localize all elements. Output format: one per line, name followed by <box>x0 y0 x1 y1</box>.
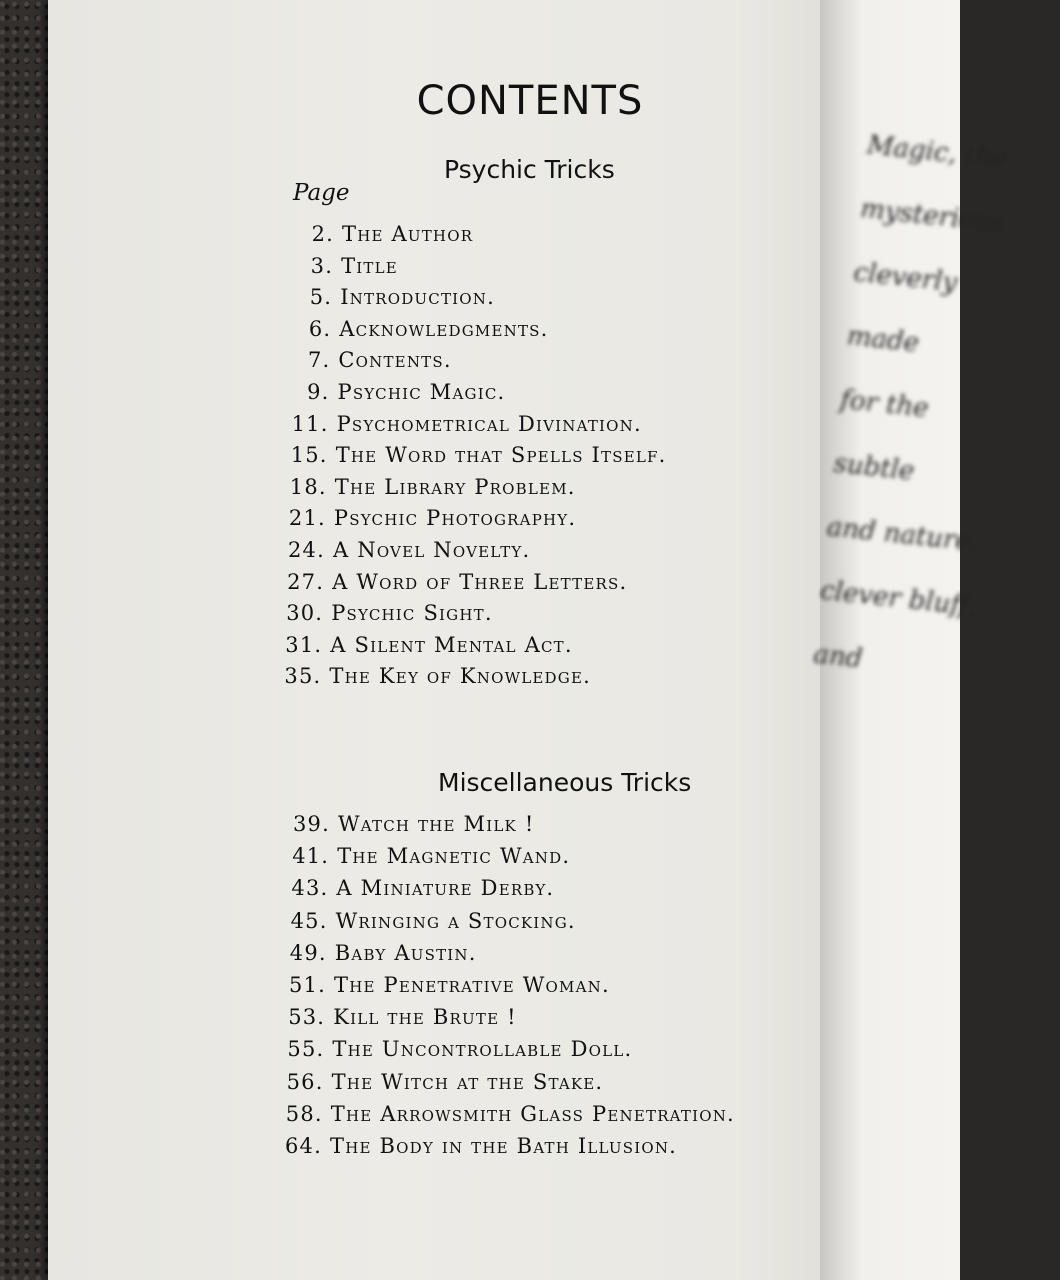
entry-page-number: 58. <box>285 1101 323 1126</box>
entry-title: Psychic Sight. <box>331 601 493 626</box>
contents-entry <box>259 664 591 688</box>
contents-entry <box>268 348 451 372</box>
contents-entry <box>266 876 554 900</box>
entry-page-number: 51. <box>289 973 326 997</box>
contents-entry <box>268 812 534 836</box>
contents-entry <box>265 475 576 499</box>
entry-title: The Body in the Bath Illusion. <box>330 1134 678 1158</box>
contents-entry <box>270 285 495 309</box>
contents-entry <box>262 1037 632 1061</box>
entry-title: The Word that Spells Itself. <box>335 443 667 468</box>
entry-title: The Magnetic Wand. <box>337 844 571 869</box>
entry-page-number: 11. <box>291 411 329 436</box>
entry-title: Watch the Milk ! <box>338 812 535 836</box>
entry-page-number: 24. <box>288 538 325 562</box>
entry-title: The Library Problem. <box>334 474 576 499</box>
entry-title: The Witch at the Stake. <box>331 1069 604 1094</box>
entry-page-number: 6. <box>308 316 332 341</box>
contents-entry <box>267 844 570 868</box>
contents-entry <box>271 254 398 278</box>
entry-page-number: 35. <box>284 664 322 689</box>
entry-title: The Uncontrollable Doll. <box>332 1037 633 1062</box>
entry-title: Baby Austin. <box>334 940 477 965</box>
entry-page-number: 18. <box>289 474 327 499</box>
entry-title: Acknowledgments. <box>339 316 549 341</box>
entry-title: The Arrowsmith Glass Penetration. <box>330 1101 735 1126</box>
entry-page-number: 43. <box>291 876 329 901</box>
entry-title: A Word of Three Letters. <box>332 569 628 594</box>
contents-entry <box>272 222 473 246</box>
entry-title: Introduction. <box>340 285 495 310</box>
entry-title: The Penetrative Woman. <box>334 973 610 997</box>
contents-entry <box>264 506 576 530</box>
entry-title: Psychometrical Divination. <box>336 411 642 436</box>
entry-page-number: 53. <box>288 1005 326 1030</box>
entry-page-number: 56. <box>286 1069 324 1094</box>
entry-page-number: 21. <box>288 506 326 531</box>
entry-page-number: 39. <box>293 812 330 836</box>
contents-entry <box>260 1134 677 1158</box>
contents-entry <box>261 601 493 625</box>
entry-page-number: 49. <box>289 940 327 965</box>
facing-page-blurred-text: Magic, the mysterious cleverly made for the subtle and nature. clever bluff, and <box>812 130 1009 675</box>
entry-page-number: 9. <box>307 380 330 404</box>
entry-title: Psychic Photography. <box>333 506 577 531</box>
contents-entry <box>269 317 548 341</box>
entry-title: A Novel Novelty. <box>333 538 531 562</box>
section-heading-miscellaneous: Miscellaneous Tricks <box>438 768 692 797</box>
contents-entry <box>263 538 530 562</box>
contents-entry <box>265 941 477 965</box>
entry-page-number: 45. <box>290 908 328 933</box>
contents-entry <box>264 973 610 997</box>
entry-title: A Silent Mental Act. <box>330 632 573 657</box>
entry-page-number: 41. <box>292 844 330 869</box>
entry-page-number: 5. <box>309 285 333 310</box>
entry-title: The Key of Knowledge. <box>329 664 591 689</box>
entry-page-number: 7. <box>307 348 331 373</box>
entry-title: Wringing a Stocking. <box>335 908 576 933</box>
contents-entry <box>261 1102 735 1126</box>
page-title: CONTENTS <box>416 78 644 124</box>
entry-title: The Author <box>342 222 474 246</box>
contents-entry <box>268 380 506 404</box>
contents-entry <box>266 909 576 933</box>
entry-title: Contents. <box>338 348 452 373</box>
entry-page-number: 64. <box>285 1134 322 1158</box>
entry-title: A Miniature Derby. <box>336 876 555 901</box>
entry-page-number: 55. <box>287 1037 325 1062</box>
section-heading-psychic: Psychic Tricks <box>444 155 615 184</box>
contents-entry <box>263 1005 517 1029</box>
entry-title: Kill the Brute ! <box>333 1005 517 1030</box>
contents-entry <box>262 570 627 594</box>
entry-page-number: 31. <box>285 632 323 657</box>
facing-page <box>812 0 1009 1280</box>
contents-entry <box>267 412 642 436</box>
entry-title: Psychic Magic. <box>337 380 506 404</box>
entry-page-number: 2. <box>311 222 334 246</box>
contents-entry <box>262 1070 604 1094</box>
contents-entry <box>266 443 667 467</box>
contents-entry <box>260 633 572 657</box>
entry-page-number: 15. <box>290 443 328 468</box>
entry-page-number: 27. <box>287 569 325 594</box>
entry-page-number: 3. <box>310 253 334 278</box>
entry-page-number: 30. <box>286 601 324 626</box>
page-column-label: Page <box>293 180 350 206</box>
entry-title: Title <box>341 253 398 278</box>
